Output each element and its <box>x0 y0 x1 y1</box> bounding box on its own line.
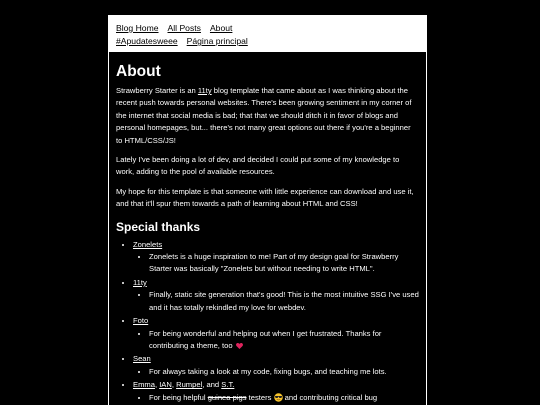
thanks-item-sean <box>133 353 419 378</box>
testers-note-middle: testers <box>246 392 274 402</box>
nav-link-about[interactable]: About <box>209 23 233 33</box>
thanks-sublist <box>133 366 419 378</box>
special-thanks-heading: Special thanks <box>116 219 201 234</box>
thanks-note-foto <box>149 328 419 353</box>
intro-paragraph-3: My hope for this template is that someone with little experience can download and use it, and that it'll spur them towards a path of learning about HTML and CSS! <box>116 186 414 209</box>
nav-link-all-posts[interactable]: All Posts <box>167 23 201 33</box>
thanks-note-foto-text: For being wonderful and helping out when I get frustrated. Thanks for contributing a theme, too <box>149 328 382 350</box>
testers-note-strikethrough: guinea pigs <box>207 392 247 402</box>
thanks-sublist <box>133 328 419 353</box>
thanks-note-testers <box>149 392 419 404</box>
link-emma[interactable]: Emma <box>133 380 155 390</box>
intro-paragraph-2: Lately I've been doing a lot of dev, and decided I could put some of my knowledge to work, adding to the pool of available resources. <box>116 155 400 177</box>
name-separator: , and <box>202 380 222 390</box>
link-rumpel[interactable]: Rumpel <box>176 380 203 390</box>
thanks-item-11ty <box>133 277 419 314</box>
page-container <box>108 15 427 405</box>
intro-paragraph-1 <box>116 85 419 147</box>
red-heart-icon <box>236 343 243 349</box>
intro-text-start: Strawberry Starter is an <box>116 86 198 95</box>
nav-link-blog-home[interactable]: Blog Home <box>116 23 159 33</box>
thanks-sublist <box>133 392 419 404</box>
name-separator: , <box>171 380 177 390</box>
thanks-list <box>116 239 419 404</box>
nav-row-primary <box>116 22 419 35</box>
link-zonelets[interactable]: Zonelets <box>133 239 163 249</box>
nav-link-pagina-principal[interactable]: Página principal <box>186 36 248 46</box>
link-11ty-intro[interactable]: 11ty <box>197 86 212 95</box>
intro-text-end: blog template that came about as I was thinking about the recent push towards personal websites. There's been growing sentiment in my corner of the internet that social media is bad; that that we should ditch it in favor of blogs and personal homepages, but... there's not many great options out there if you're a beginner to HTML/CSS/JS! <box>116 86 412 145</box>
link-11ty[interactable]: 11ty <box>133 277 147 287</box>
page-title: About <box>116 63 161 80</box>
name-separator: , <box>154 380 160 390</box>
link-st[interactable]: S.T. <box>221 380 235 390</box>
nav-row-secondary <box>116 35 419 48</box>
link-foto[interactable]: Foto <box>133 316 149 326</box>
sunglasses-emoji-icon <box>274 393 283 402</box>
thanks-item-testers <box>133 379 419 404</box>
thanks-sublist <box>133 251 419 276</box>
thanks-item-foto <box>133 315 419 352</box>
nav-link-apudatesweee[interactable]: #Apudatesweee <box>116 36 178 46</box>
navbar <box>109 16 426 53</box>
testers-note-end: and contributing critical bug <box>282 392 378 402</box>
thanks-note-zonelets: • Zonelets is a huge inspiration to me! Part of my design goal for Strawberry Starter was basically "Zonelets but without needing to write HTML". <box>149 251 419 276</box>
link-sean[interactable]: Sean <box>133 354 151 364</box>
thanks-sublist <box>133 289 419 314</box>
link-ian[interactable]: IAN <box>159 380 172 390</box>
thanks-note-11ty: • Finally, static site generation that's good! This is the most intuitive SSG I've used and it has totally rekindled my love for webdev. <box>149 289 419 314</box>
thanks-note-sean: • For always taking a look at my code, fixing bugs, and teaching me lots. <box>149 366 419 378</box>
main-content <box>109 62 426 404</box>
thanks-item-zonelets <box>133 239 419 276</box>
testers-note-start: For being helpful <box>149 392 208 402</box>
